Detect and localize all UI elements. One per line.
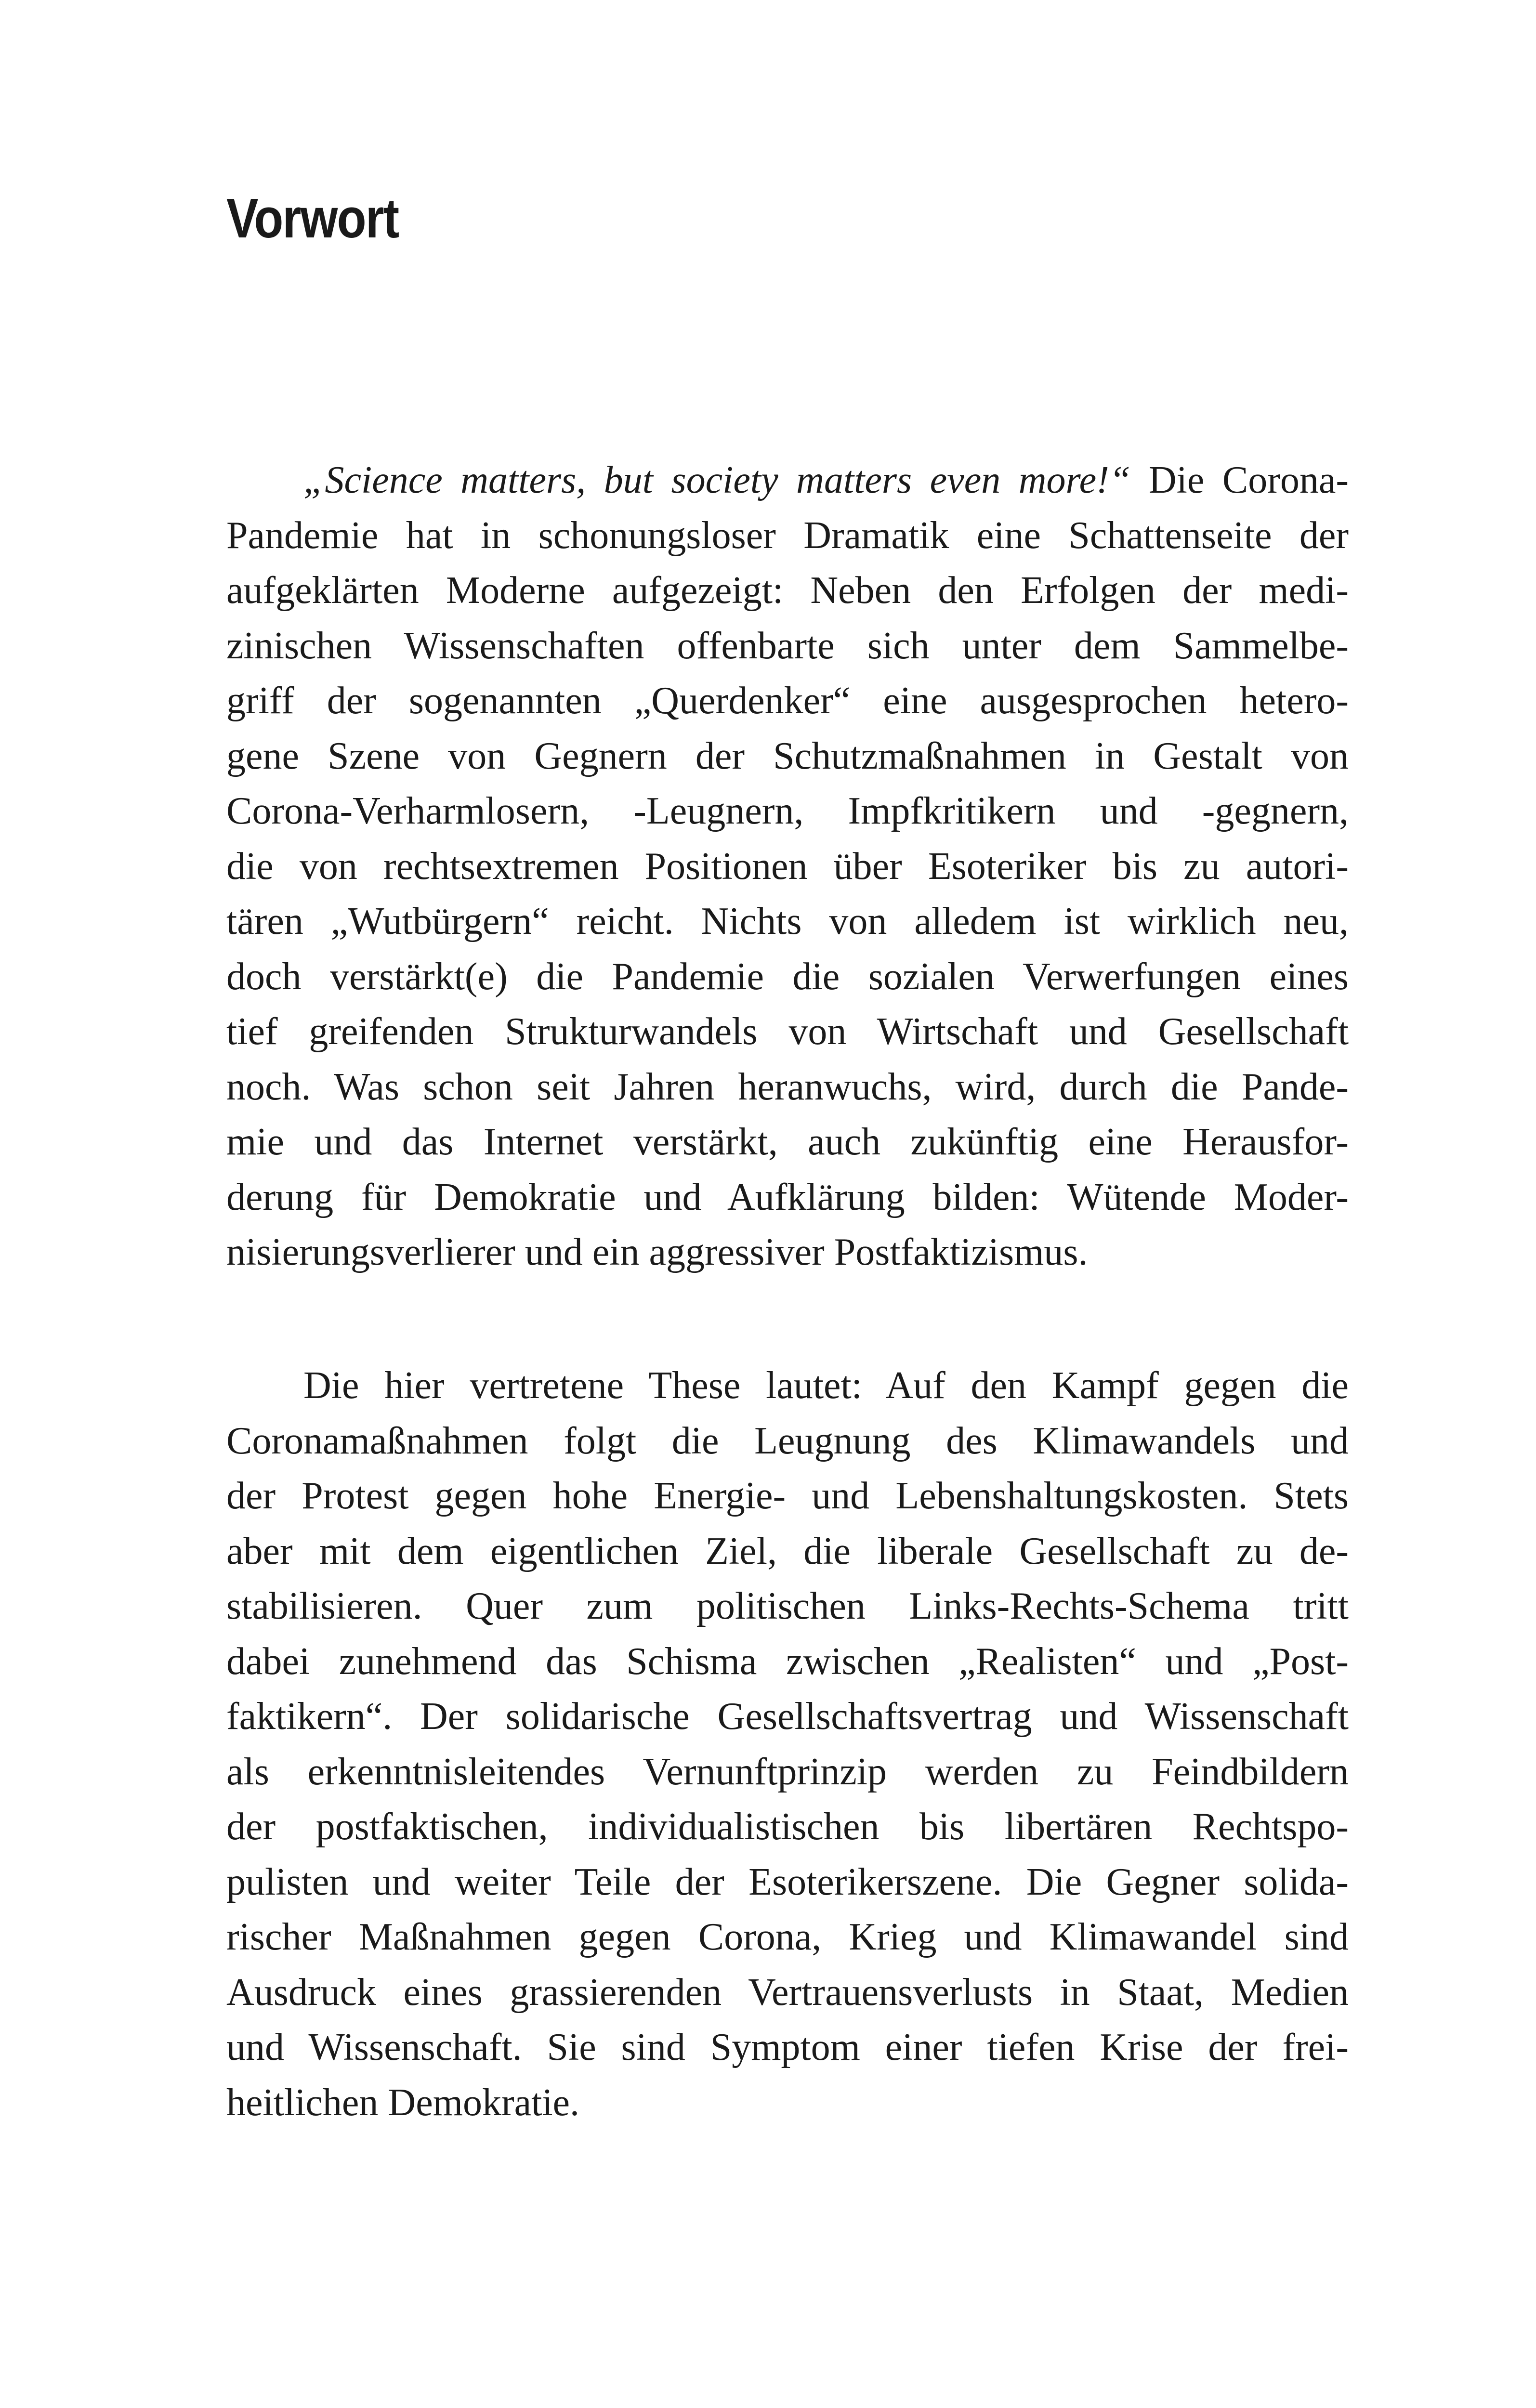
paragraph-2-line: heitlichen Demokratie.	[226, 2081, 580, 2124]
opening-quote: „Science matters, but society matters even more!“	[303, 459, 1131, 501]
paragraph-2-line: und Wissenschaft. Sie sind Symptom einer tiefen Krise der frei-	[226, 2026, 1349, 2068]
paragraph-1-line: Pandemie hat in schonungsloser Dramatik eine Schattenseite der	[226, 514, 1349, 557]
paragraph-2-line: der postfaktischen, individualistischen bis libertären Rechtspo-	[226, 1806, 1349, 1848]
paragraph-2-line: Ausdruck eines grassierenden Vertrauensverlusts in Staat, Medien	[226, 1971, 1349, 2014]
paragraph-2-line: aber mit dem eigentlichen Ziel, die liberale Gesellschaft zu de-	[226, 1530, 1349, 1572]
paragraph-1-line: noch. Was schon seit Jahren heranwuchs, wird, durch die Pande-	[226, 1065, 1349, 1108]
paragraph-2-line: dabei zunehmend das Schisma zwischen „Realisten“ und „Post-	[226, 1640, 1349, 1683]
paragraph-2-line: stabilisieren. Quer zum politischen Links-Rechts-Schema tritt	[226, 1585, 1349, 1627]
paragraph-2-line: Die hier vertretene These lautet: Auf den Kampf gegen die	[303, 1364, 1349, 1407]
paragraph-2-line: faktikern“. Der solidarische Gesellschaftsvertrag und Wissenschaft	[226, 1695, 1349, 1738]
paragraph-1-line: mie und das Internet verstärkt, auch zukünftig eine Herausfor-	[226, 1121, 1349, 1163]
paragraph-1-line: tären „Wutbürgern“ reicht. Nichts von alledem ist wirklich neu,	[226, 900, 1349, 942]
paragraph-1-line: Corona-Verharmlosern, -Leugnern, Impfkritikern und -gegnern,	[226, 790, 1349, 832]
paragraph-1-line: derung für Demokratie und Aufklärung bilden: Wütende Moder-	[226, 1176, 1349, 1218]
paragraph-1-line: doch verstärkt(e) die Pandemie die sozialen Verwerfungen eines	[226, 955, 1349, 998]
paragraph-1-line-text: Die Corona-	[1130, 459, 1349, 501]
paragraph-1-line: aufgeklärten Moderne aufgezeigt: Neben den Erfolgen der medi-	[226, 569, 1349, 612]
paragraph-2-line: pulisten und weiter Teile der Esoterikerszene. Die Gegner solida-	[226, 1860, 1349, 1903]
paragraph-2-line: rischer Maßnahmen gegen Corona, Krieg und Klimawandel sind	[226, 1916, 1349, 1958]
paragraph-1-line: nisierungsverlierer und ein aggressiver Postfaktizismus.	[226, 1231, 1088, 1273]
paragraph-1-line: gene Szene von Gegnern der Schutzmaßnahmen in Gestalt von	[226, 734, 1349, 777]
paragraph-2-line: Coronamaßnahmen folgt die Leugnung des Klimawandels und	[226, 1419, 1349, 1462]
paragraph-2-line: als erkenntnisleitendes Vernunftprinzip werden zu Feindbildern	[226, 1750, 1349, 1793]
paragraph-1	[226, 453, 1349, 1280]
paragraph-1-line: tief greifenden Strukturwandels von Wirtschaft und Gesellschaft	[226, 1010, 1349, 1053]
chapter-heading: Vorwort	[226, 187, 399, 249]
paragraph-2	[226, 1358, 1349, 2130]
paragraph-1-line: die von rechtsextremen Positionen über Esoteriker bis zu autori-	[226, 845, 1349, 888]
paragraph-1-line: zinischen Wissenschaften offenbarte sich unter dem Sammelbe-	[226, 624, 1349, 667]
paragraph-2-line: der Protest gegen hohe Energie- und Lebenshaltungskosten. Stets	[226, 1475, 1349, 1517]
paragraph-1-line: griff der sogenannten „Querdenker“ eine ausgesprochen hetero-	[226, 680, 1349, 722]
paragraph-1-line	[226, 453, 1349, 508]
